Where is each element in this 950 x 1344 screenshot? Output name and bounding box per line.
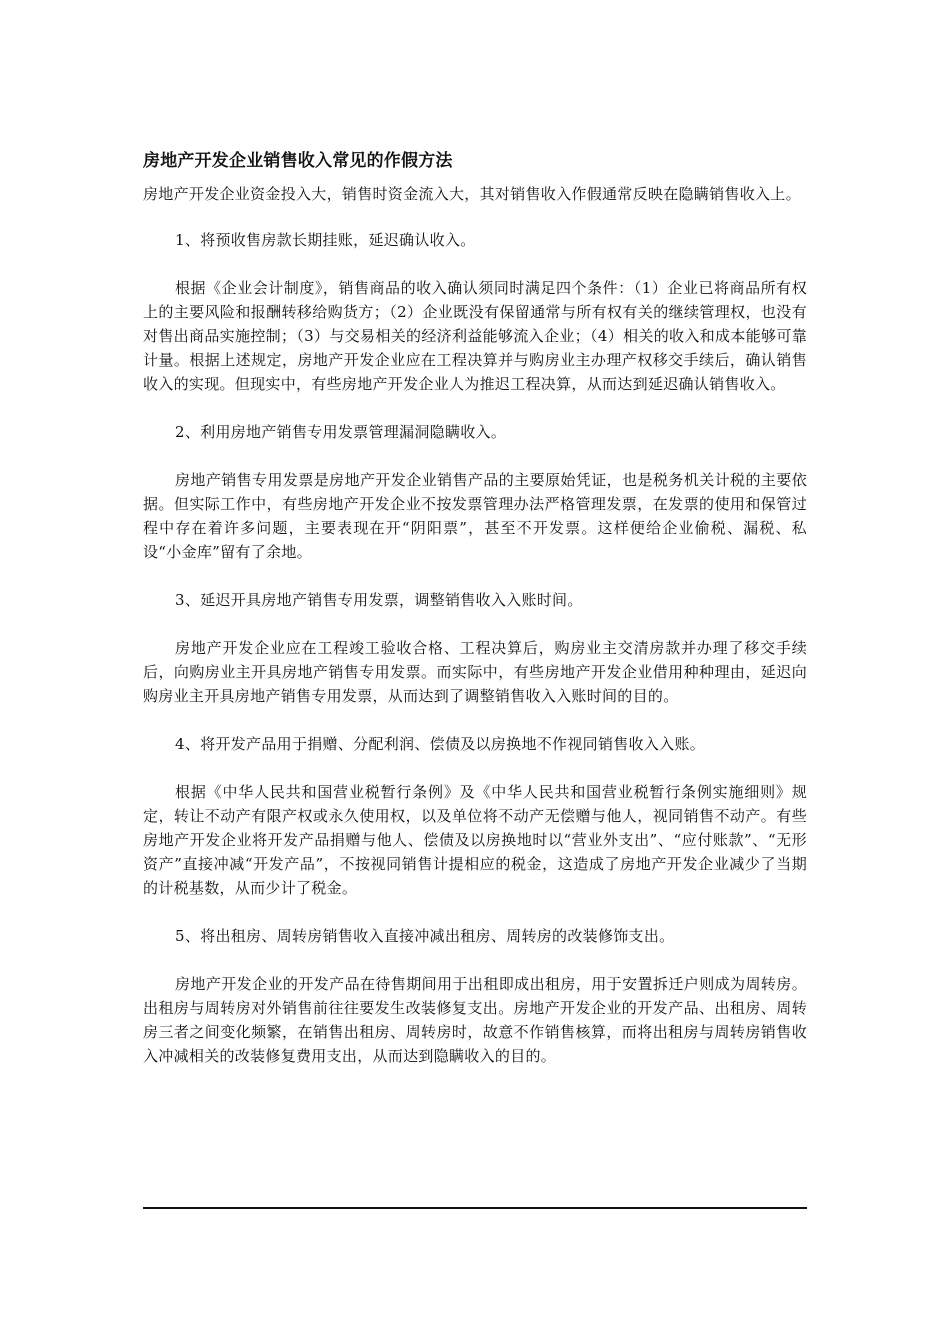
section-heading-4: 4、将开发产品用于捐赠、分配利润、偿债及以房换地不作视同销售收入入账。 — [175, 735, 706, 753]
section-heading-3: 3、延迟开具房地产销售专用发票，调整销售收入入账时间。 — [175, 591, 583, 609]
section-body-4: 根据《中华人民共和国营业税暂行条例》及《中华人民共和国营业税暂行条例实施细则》规定，转让不动产有限产权或永久使用权，以及单位将不动产无偿赠与他人，视同销售不动产。有些房地产开发企业将开发产品捐赠与他人、偿债及以房换地时以“营业外支出”、“应付账款”、“无形资产”直接冲减“开发产品”，不按视同销售计提相应的税金，这造成了房地产开发企业减少了当期的计税基数，从而少计了税金。 — [143, 783, 807, 897]
section-heading-5: 5、将出租房、周转房销售收入直接冲减出租房、周转房的改装修饰支出。 — [175, 927, 675, 945]
footer-divider — [143, 1207, 807, 1209]
document-page — [143, 148, 807, 1092]
intro-paragraph: 房地产开发企业资金投入大，销售时资金流入大，其对销售收入作假通常反映在隐瞒销售收入上。 — [143, 185, 801, 203]
section-body-1: 根据《企业会计制度》，销售商品的收入确认须同时满足四个条件：（1）企业已将商品所有权上的主要风险和报酬转移给购货方；（2）企业既没有保留通常与所有权有关的继续管理权，也没有对售出商品实施控制；（3）与交易相关的经济利益能够流入企业；（4）相关的收入和成本能够可靠计量。根据上述规定，房地产开发企业应在工程决算并与购房业主办理产权移交手续后，确认销售收入的实现。但现实中，有些房地产开发企业人为推迟工程决算，从而达到延迟确认销售收入。 — [143, 279, 807, 393]
document-title: 房地产开发企业销售收入常见的作假方法 — [143, 151, 453, 171]
section-heading-2: 2、利用房地产销售专用发票管理漏洞隐瞒收入。 — [175, 423, 507, 441]
section-body-3: 房地产开发企业应在工程竣工验收合格、工程决算后，购房业主交清房款并办理了移交手续后，向购房业主开具房地产销售专用发票。而实际中，有些房地产开发企业借用种种理由，延迟向购房业主开具房地产销售专用发票，从而达到了调整销售收入入账时间的目的。 — [143, 639, 807, 705]
section-body-5: 房地产开发企业的开发产品在待售期间用于出租即成出租房，用于安置拆迁户则成为周转房。出租房与周转房对外销售前往往要发生改装修复支出。房地产开发企业的开发产品、出租房、周转房三者之间变化频繁，在销售出租房、周转房时，故意不作销售核算，而将出租房与周转房销售收入冲减相关的改装修复费用支出，从而达到隐瞒收入的目的。 — [143, 975, 807, 1065]
section-heading-1: 1、将预收售房款长期挂账，延迟确认收入。 — [175, 231, 476, 249]
section-body-2: 房地产销售专用发票是房地产开发企业销售产品的主要原始凭证，也是税务机关计税的主要依据。但实际工作中，有些房地产开发企业不按发票管理办法严格管理发票，在发票的使用和保管过程中存在着许多问题，主要表现在开“阴阳票”，甚至不开发票。这样便给企业偷税、漏税、私设“小金库”留有了余地。 — [143, 471, 807, 561]
